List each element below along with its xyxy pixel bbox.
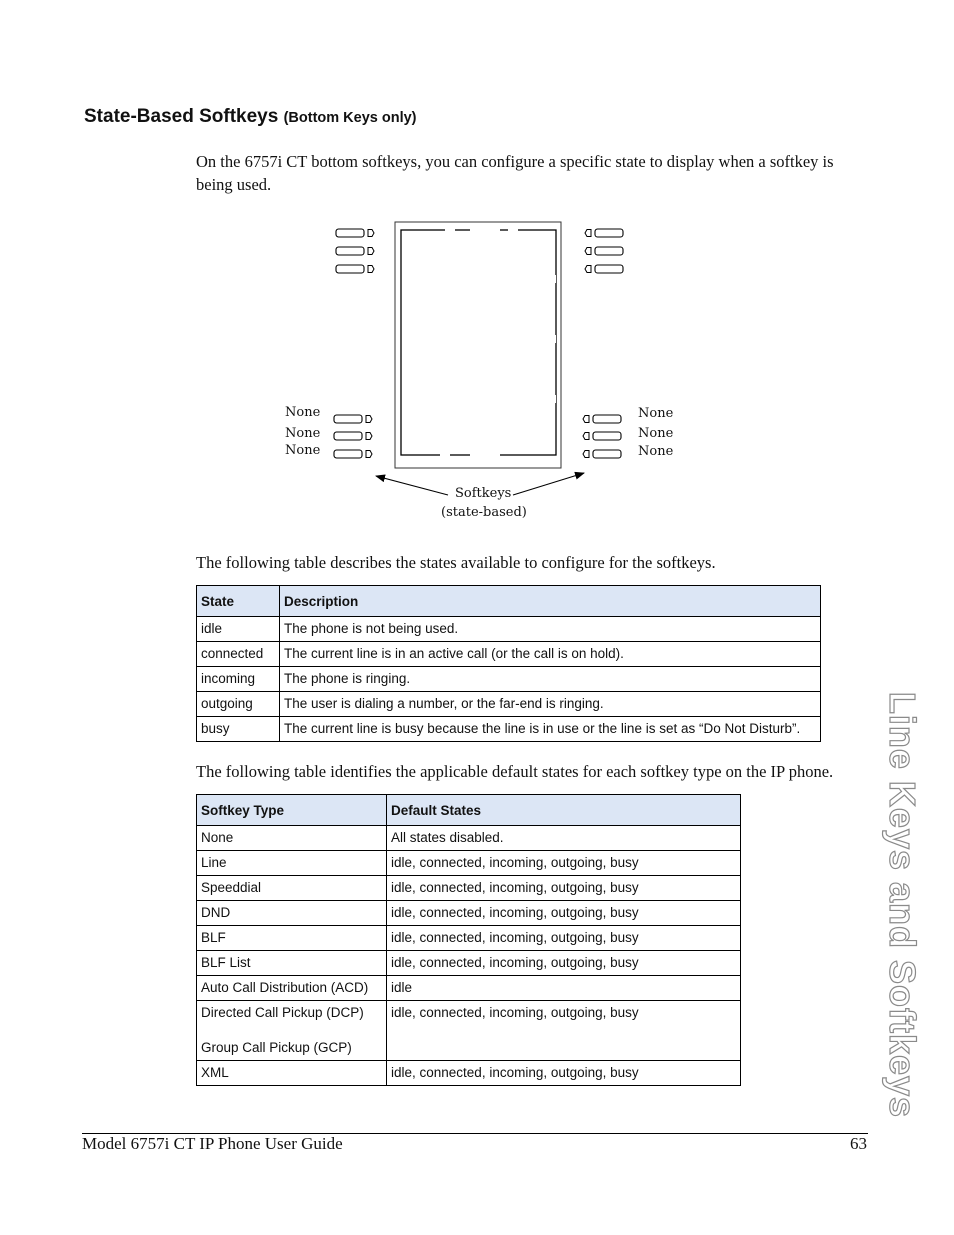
table-header-row bbox=[197, 795, 741, 826]
softkey-label-left-3: None bbox=[285, 443, 321, 458]
table-row bbox=[197, 876, 741, 901]
table-row bbox=[197, 667, 821, 692]
softkey-type-cell bbox=[197, 1001, 387, 1061]
intro-paragraph: On the 6757i CT bottom softkeys, you can configure a specific state to display when a softkey is being used. bbox=[196, 152, 834, 194]
softkey-type-cell: BLF bbox=[197, 926, 387, 951]
table-row bbox=[197, 926, 741, 951]
section-title-subtitle: (Bottom Keys only) bbox=[283, 110, 417, 126]
diagram-caption-line1: Softkeys bbox=[455, 486, 512, 501]
softkey-type-cell: Auto Call Distribution (ACD) bbox=[197, 976, 387, 1001]
default-states-cell: idle, connected, incoming, outgoing, busy bbox=[387, 951, 741, 976]
state-cell: outgoing bbox=[197, 692, 280, 717]
table-row bbox=[197, 901, 741, 926]
phone-softkey-diagram bbox=[270, 215, 690, 527]
column-header-description: Description bbox=[280, 586, 821, 617]
table-row bbox=[197, 1001, 741, 1061]
state-cell: busy bbox=[197, 717, 280, 742]
description-cell: The user is dialing a number, or the far-end is ringing. bbox=[280, 692, 821, 717]
state-cell: idle bbox=[197, 617, 280, 642]
table-row bbox=[197, 951, 741, 976]
diagram-caption-line2: (state-based) bbox=[441, 505, 527, 520]
footer-title: Model 6757i CT IP Phone User Guide bbox=[82, 1134, 343, 1153]
states-table bbox=[196, 585, 821, 742]
state-cell: incoming bbox=[197, 667, 280, 692]
softkey-type-cell: Line bbox=[197, 851, 387, 876]
table-row bbox=[197, 617, 821, 642]
table-row bbox=[197, 851, 741, 876]
default-states-cell: idle, connected, incoming, outgoing, busy bbox=[387, 876, 741, 901]
section-title bbox=[84, 106, 417, 128]
default-states-cell: idle, connected, incoming, outgoing, busy bbox=[387, 1061, 741, 1086]
description-cell: The current line is busy because the line is in use or the line is set as “Do Not Disturb”. bbox=[280, 717, 821, 742]
column-header-default-states: Default States bbox=[387, 795, 741, 826]
table-row bbox=[197, 1061, 741, 1086]
table-row bbox=[197, 717, 821, 742]
default-states-cell: All states disabled. bbox=[387, 826, 741, 851]
table1-intro: The following table describes the states available to configure for the softkeys. bbox=[196, 553, 716, 572]
table-row bbox=[197, 642, 821, 667]
softkey-type-cell: Speeddial bbox=[197, 876, 387, 901]
default-states-cell: idle, connected, incoming, outgoing, busy bbox=[387, 926, 741, 951]
softkey-label-right-3: None bbox=[638, 444, 674, 459]
softkey-type-cell: None bbox=[197, 826, 387, 851]
softkey-label-right-2: None bbox=[638, 426, 674, 441]
section-title-main: State-Based Softkeys bbox=[84, 106, 279, 127]
softkey-type-cell: XML bbox=[197, 1061, 387, 1086]
description-cell: The phone is ringing. bbox=[280, 667, 821, 692]
softkey-label-left-2: None bbox=[285, 426, 321, 441]
description-cell: The phone is not being used. bbox=[280, 617, 821, 642]
description-cell: The current line is in an active call (or the call is on hold). bbox=[280, 642, 821, 667]
state-cell: connected bbox=[197, 642, 280, 667]
default-states-cell: idle, connected, incoming, outgoing, busy bbox=[387, 901, 741, 926]
softkey-label-left-1: None bbox=[285, 405, 321, 420]
phone-display-illustration bbox=[270, 215, 690, 527]
table-row bbox=[197, 826, 741, 851]
table-header-row bbox=[197, 586, 821, 617]
chapter-side-tab: Line Keys and Softkeys bbox=[882, 691, 923, 1119]
softkey-type-cell: BLF List bbox=[197, 951, 387, 976]
table2-intro: The following table identifies the applicable default states for each softkey type on the IP phone. bbox=[196, 762, 834, 781]
softkey-type-gcp: Group Call Pickup (GCP) bbox=[201, 1040, 352, 1055]
page-number: 63 bbox=[850, 1134, 867, 1153]
softkey-label-right-1: None bbox=[638, 406, 674, 421]
column-header-state: State bbox=[197, 586, 280, 617]
softkey-type-dcp: Directed Call Pickup (DCP) bbox=[201, 1005, 364, 1020]
table-row bbox=[197, 976, 741, 1001]
default-states-cell: idle bbox=[387, 976, 741, 1001]
table-row bbox=[197, 692, 821, 717]
softkey-type-cell: DND bbox=[197, 901, 387, 926]
default-states-table bbox=[196, 794, 741, 1086]
default-states-cell: idle, connected, incoming, outgoing, busy bbox=[387, 851, 741, 876]
column-header-softkey-type: Softkey Type bbox=[197, 795, 387, 826]
default-states-cell: idle, connected, incoming, outgoing, busy bbox=[387, 1001, 741, 1061]
